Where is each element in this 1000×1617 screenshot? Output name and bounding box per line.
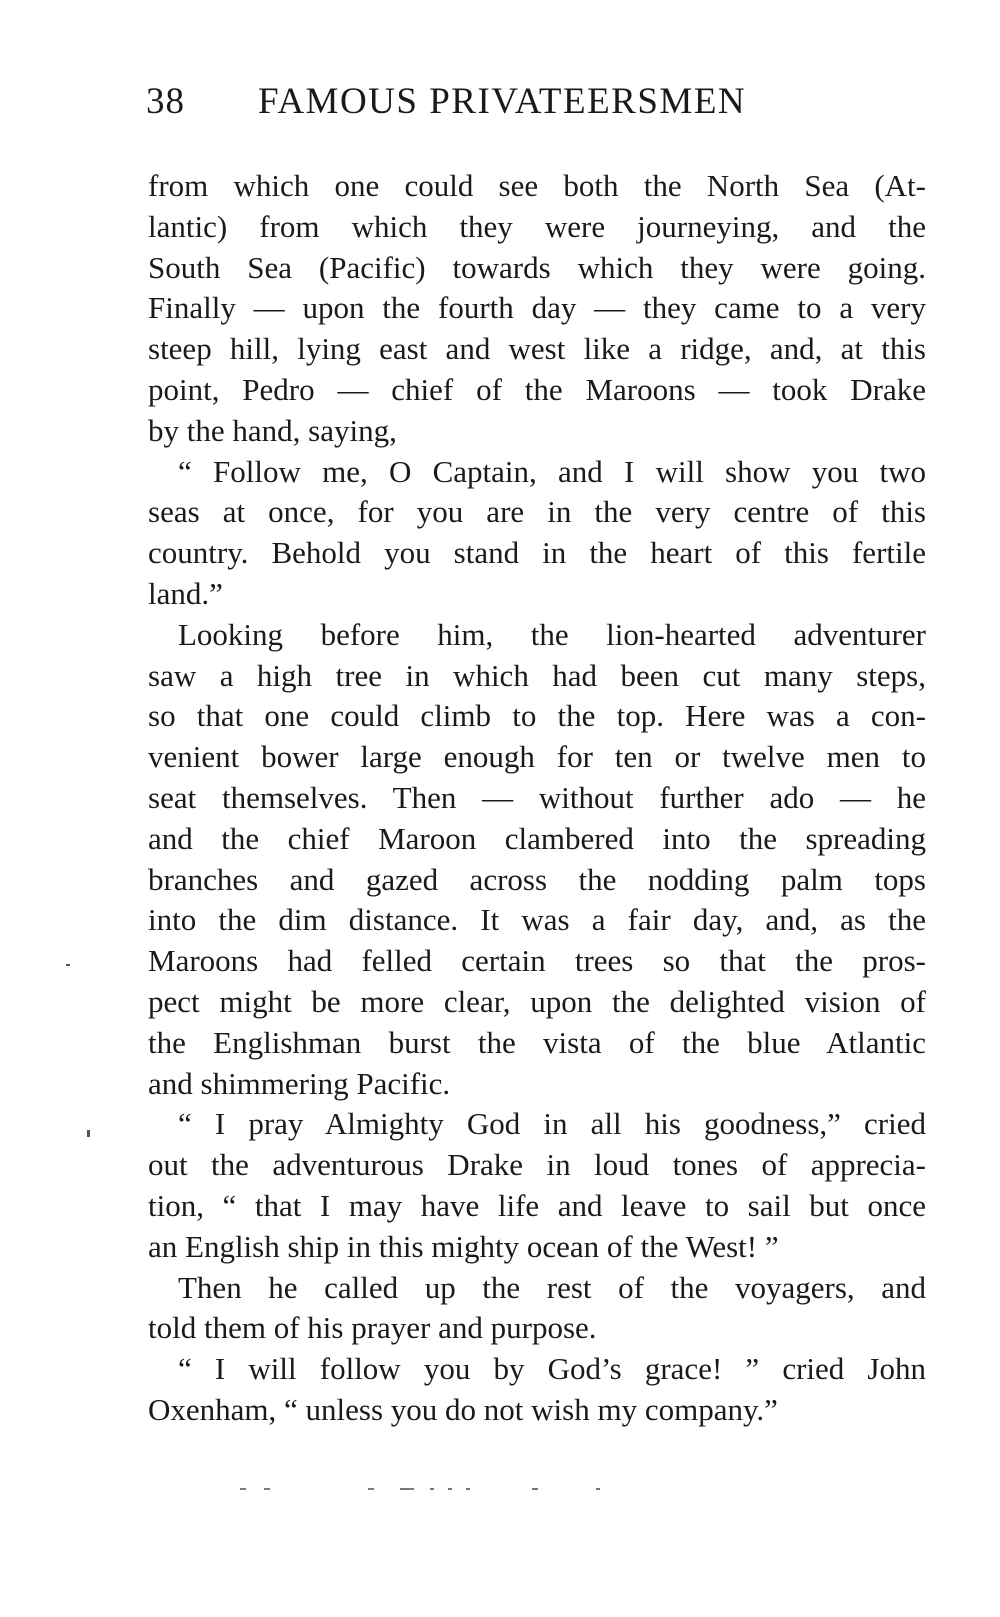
scan-dash [430,1488,434,1490]
text-line: Looking before him, the lion-hearted adventurer [178,616,926,652]
text-line: point, Pedro — chief of the Maroons — took Drake [148,371,926,407]
text-line: tion, “ that I may have life and leave to sail but once [148,1187,926,1223]
text-line: lantic) from which they were journeying, and the [148,208,926,244]
text-line: Oxenham, “ unless you do not wish my company.” [148,1391,778,1427]
scan-dash [466,1488,470,1490]
running-head [146,80,926,128]
text-line: pect might be more clear, upon the delighted vision of [148,983,926,1019]
body-text [148,166,926,1431]
text-line: Maroons had felled certain trees so that the pros- [148,943,926,979]
text-line: South Sea (Pacific) towards which they were going. [148,249,926,285]
scan-dash [448,1488,452,1490]
text-line: so that one could climb to the top. Here was a con- [148,698,926,734]
scan-dash [532,1488,538,1490]
text-line: steep hill, lying east and west like a ridge, and, at this [148,331,926,367]
text-line: seas at once, for you are in the very centre of this [148,494,926,530]
text-line: saw a high tree in which had been cut many steps, [148,657,926,693]
text-line: by the hand, saying, [148,412,397,448]
text-line: Finally — upon the fourth day — they came to a very [148,290,926,326]
text-line: and shimmering Pacific. [148,1065,451,1101]
text-line: an English ship in this mighty ocean of the West! ” [148,1228,779,1264]
scan-speck [87,1130,90,1137]
scan-dash [400,1488,414,1490]
text-line: the Englishman burst the vista of the blue Atlantic [148,1024,926,1060]
scan-dash-row [240,1488,620,1492]
text-line: Then he called up the rest of the voyagers, and [178,1269,926,1305]
text-line: venient bower large enough for ten or twelve men to [148,739,926,775]
text-line: and the chief Maroon clambered into the spreading [148,820,926,856]
text-line: “ I will follow you by God’s grace! ” cried John [178,1351,926,1387]
page-number: 38 [146,81,185,122]
scan-speck [66,964,70,966]
scan-dash [264,1488,270,1490]
text-line: into the dim distance. It was a fair day, and, as the [148,902,926,938]
scan-dash [596,1488,600,1490]
text-line: from which one could see both the North Sea (At- [148,168,926,203]
text-line: seat themselves. Then — without further ado — he [148,779,926,815]
scan-dash [368,1488,374,1490]
scan-dash [240,1488,246,1490]
text-line: branches and gazed across the nodding palm tops [148,861,926,897]
running-title: FAMOUS PRIVATEERSMEN [258,81,747,122]
text-line: told them of his prayer and purpose. [148,1310,597,1346]
text-line: out the adventurous Drake in loud tones of apprecia- [148,1147,926,1183]
text-line: country. Behold you stand in the heart of this fertile [148,535,926,571]
text-line: “ I pray Almighty God in all his goodness,” cried [178,1106,926,1142]
text-line: “ Follow me, O Captain, and I will show you two [178,453,926,489]
text-line: land.” [148,575,223,611]
